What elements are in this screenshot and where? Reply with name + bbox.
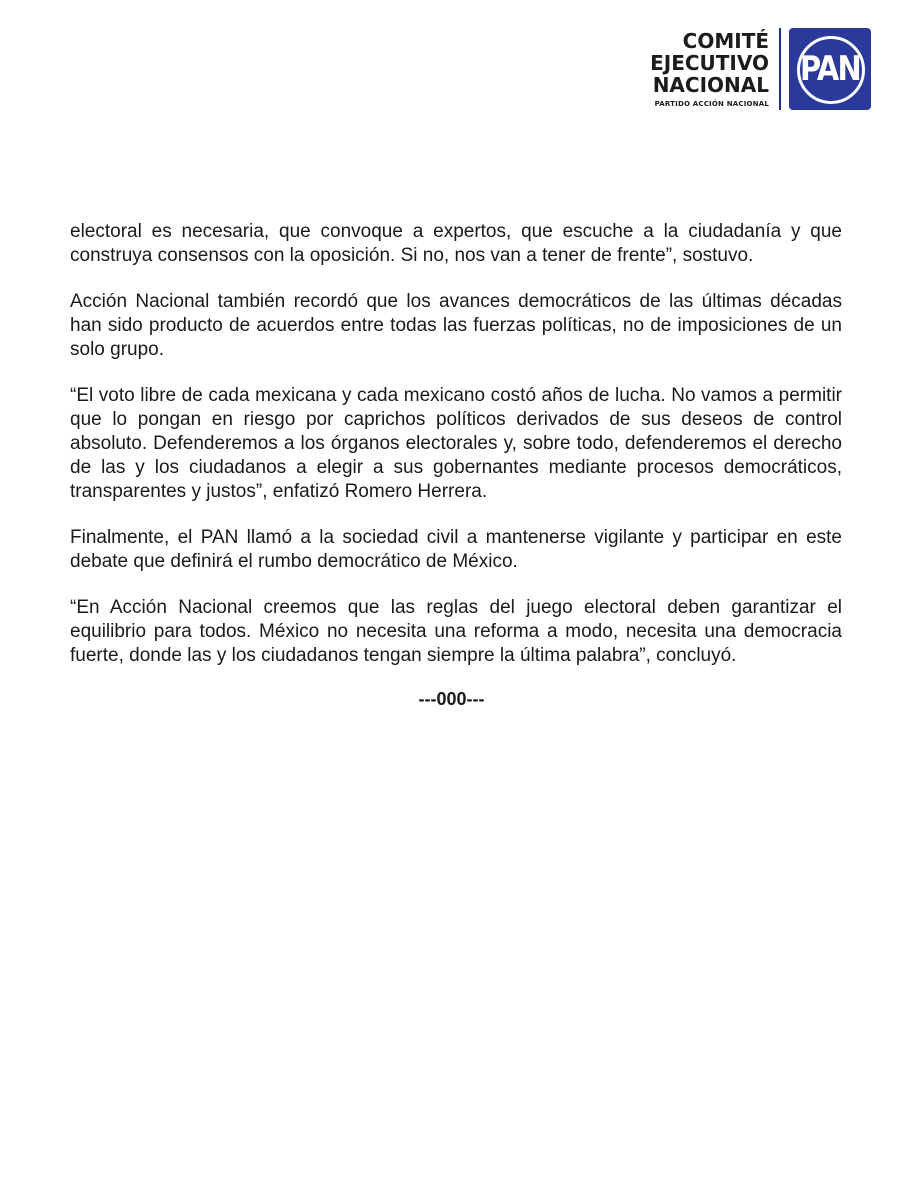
- logo-text: PAN: [799, 49, 860, 89]
- org-name-line-2: EJECUTIVO: [650, 51, 769, 75]
- org-name-line-1: COMITÉ: [682, 29, 769, 53]
- paragraph-4: Finalmente, el PAN llamó a la sociedad civil a mantenerse vigilante y participar en este debate que definirá el rumbo democrático de México.: [70, 527, 842, 572]
- org-name-line-3: NACIONAL: [652, 73, 769, 97]
- document-body: [70, 220, 842, 690]
- header-divider: [779, 28, 781, 110]
- paragraph-3: “El voto libre de cada mexicana y cada mexicano costó años de lucha. No vamos a permitir que lo pongan en riesgo por caprichos políticos derivados de sus deseos de control absoluto. Defenderemos a los órganos electorales y, sobre todo, defenderemos el derecho de las y los ciudadanos a elegir a sus gobernantes mediante procesos democráticos, transparentes y justos”, enfatizó Romero Herrera.: [70, 385, 842, 502]
- organization-name: [637, 31, 769, 108]
- letterhead: [637, 28, 877, 110]
- closing-mark: ---000---: [418, 689, 485, 709]
- paragraph-2: Acción Nacional también recordó que los avances democráticos de las últimas décadas han sido producto de acuerdos entre todas las fuerzas políticas, no de imposiciones de un solo grupo.: [70, 291, 842, 360]
- paragraph-5: “En Acción Nacional creemos que las reglas del juego electoral deben garantizar el equilibrio para todos. México no necesita una reforma a modo, necesita una democracia fuerte, donde las y los ciudadanos tengan siempre la última palabra”, concluyó.: [70, 597, 842, 666]
- org-subtitle: PARTIDO ACCIÓN NACIONAL: [654, 100, 769, 108]
- pan-logo: [789, 28, 871, 110]
- paragraph-1: electoral es necesaria, que convoque a expertos, que escuche a la ciudadanía y que construya consensos con la oposición. Si no, nos van a tener de frente”, sostuvo.: [70, 221, 842, 266]
